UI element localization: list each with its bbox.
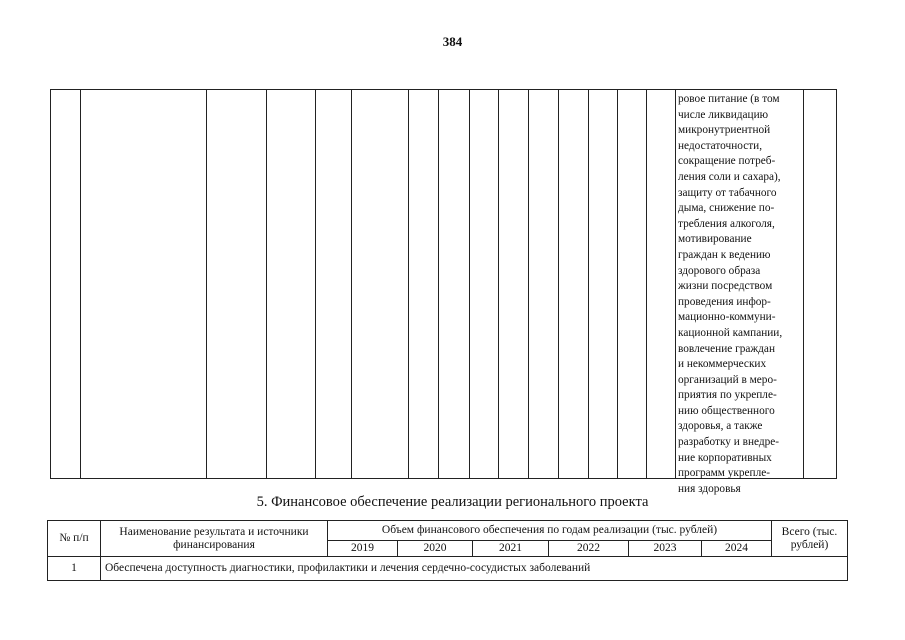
column-divider	[80, 90, 81, 478]
column-divider	[617, 90, 618, 478]
header-year: 2020	[398, 541, 473, 557]
column-divider	[266, 90, 267, 478]
header-number: № п/п	[48, 521, 101, 557]
column-divider	[646, 90, 647, 478]
finance-table	[47, 520, 848, 581]
column-divider	[469, 90, 470, 478]
continued-table	[50, 89, 837, 495]
header-result-name: Наименование результата и источники финансирования	[101, 521, 328, 557]
column-divider	[558, 90, 559, 478]
continued-cell-text: ровое питание (в том числе ликвидацию микронутриентной недостаточности, сокращение потреб- ления соли и сахара), защиту от табачного дыма, снижение по- требления алкоголя, мотивирование граждан к ведению здорового образа жизни посредством проведения инфор- мационно-коммуни- кационной кампании, вовлечение граждан и некоммерческих организаций в меро- приятия по укрепле- нию общественного здоровья, а также разработку и внедре- ние корпоративных программ укрепле- ния здоровья	[678, 93, 783, 495]
column-divider	[315, 90, 316, 478]
header-year: 2023	[629, 541, 702, 557]
header-volume: Объем финансового обеспечения по годам реализации (тыс. рублей)	[328, 521, 772, 541]
header-year: 2021	[473, 541, 549, 557]
column-divider	[206, 90, 207, 478]
header-year: 2022	[549, 541, 629, 557]
column-divider	[351, 90, 352, 478]
column-divider	[498, 90, 499, 478]
row-number: 1	[48, 557, 101, 581]
header-total: Всего (тыс. рублей)	[772, 521, 848, 557]
column-divider	[408, 90, 409, 478]
column-divider	[588, 90, 589, 478]
column-divider	[438, 90, 439, 478]
header-year: 2019	[328, 541, 398, 557]
column-divider	[528, 90, 529, 478]
table-row	[48, 557, 848, 581]
section-title: 5. Финансовое обеспечение реализации регионального проекта	[256, 494, 649, 510]
header-year: 2024	[702, 541, 772, 557]
row-result-name: Обеспечена доступность диагностики, профилактики и лечения сердечно-сосудистых заболеваний	[101, 557, 848, 581]
column-divider	[675, 90, 676, 478]
page-number: 384	[442, 34, 463, 49]
column-divider	[803, 90, 804, 478]
